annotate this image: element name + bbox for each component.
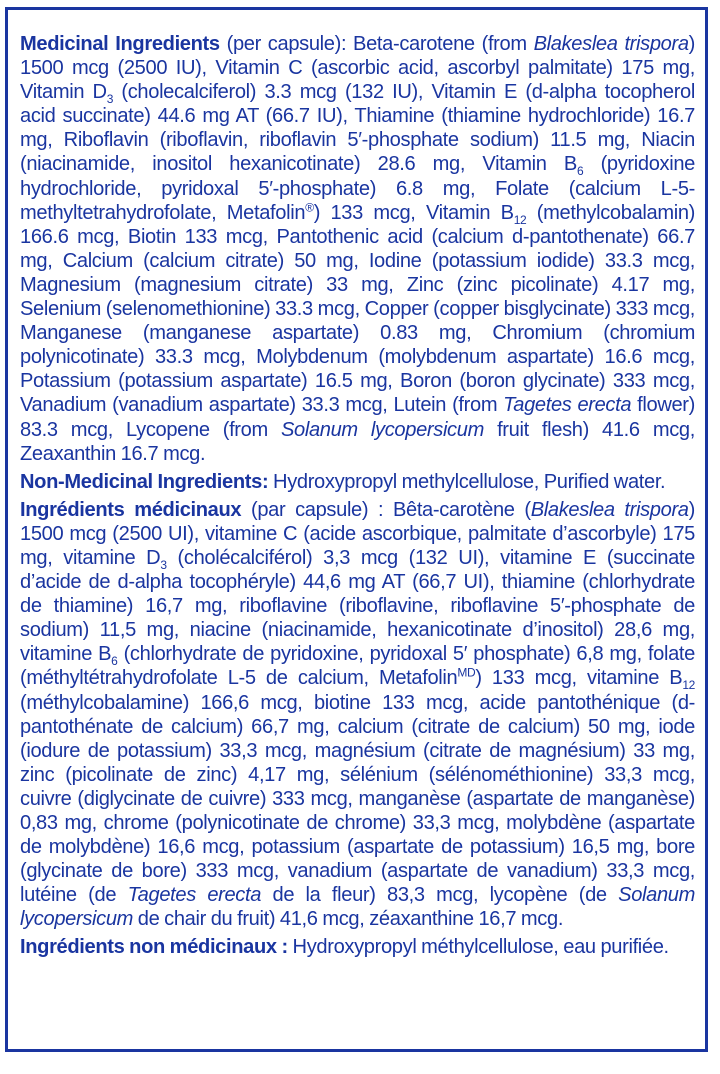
trademark-mark: MD	[457, 665, 476, 680]
text-run: ) 133 mcg, Vitamin B	[313, 201, 514, 224]
text-run: (méthylcobalamine) 166,6 mcg, biotine 133 mcg, acide pantothénique (d-pantothénate de calcium) 66,7 mg, calcium (citrate de calcium) 50 mg, iode (iodure de potassium) 33,3 mcg, magnésium (citrate de magnésium) 33 mg, zinc (picolinate de zinc) 4,17 mg, sélénium (sélénométhionine) 33,3 mcg, cuivre (diglycinate de cuivre) 333 mcg, manganèse (aspartate de manganèse) 0,83 mg, chrome (polynicotinate de chrome) 33,3 mcg, molybdène (aspartate de molybdène) 16,6 mcg, potassium (aspartate de potassium) 16,5 mg, bore (glycinate de bore) 333 mcg, vanadium (aspartate de vanadium) 33,3 mcg, lutéine (de	[20, 691, 695, 907]
ingredients-label-panel	[5, 7, 708, 1052]
non-medicinal-ingredients-en	[20, 470, 695, 494]
species-name: Solanum lycopersicum	[280, 418, 484, 441]
text-run: (cholecalciferol) 3.3 mcg (132 IU), Vitamin E (d-alpha tocopherol acid succinate) 44.6 mg AT (66.7 IU), Thiamine (thiamine hydrochloride) 16.7 mg, Riboflavin (riboflavin, riboflavin 5′-phosphate sodium) 11.5 mg, Niacin (niacinamide, inositol hexanicotinate) 28.6 mg, Vitamin B	[20, 81, 695, 176]
text-run: fruit flesh) 41.6 mcg, Zeaxanthin 16.7 mcg.	[20, 418, 695, 465]
non-medicinal-ingredients-fr	[20, 935, 695, 959]
subscript: 12	[513, 212, 527, 227]
text-run: de la fleur) 83,3 mcg, lycopène (de	[261, 884, 619, 907]
medicinal-ingredients-fr	[20, 498, 695, 932]
text-run: (chlorhydrate de pyridoxine, pyridoxal 5′ phosphate) 6,8 mg, folate (méthyltétrahydrofolate L-5 de calcium, Metafolin	[20, 643, 695, 690]
medicinal-ingredients-en	[20, 32, 695, 466]
text-run: (pyridoxine hydrochloride, pyridoxal 5′-phosphate) 6.8 mg, Folate (calcium L-5-methyltetrahydrofolate, Metafolin	[20, 153, 695, 224]
medicinal-ingredients-fr-heading: Ingrédients médicinaux	[20, 498, 242, 521]
non-medicinal-ingredients-fr-heading: Ingrédients non médicinaux :	[20, 936, 288, 959]
species-name: Solanum lycopersicum	[20, 884, 696, 931]
non-medicinal-ingredients-en-heading: Non-Medicinal Ingredients:	[20, 470, 269, 493]
species-name: Blakeslea trispora	[530, 498, 689, 521]
subscript: 6	[111, 654, 118, 669]
subscript: 6	[576, 164, 584, 179]
text-run: ) 133 mcg, vitamine B	[475, 667, 683, 690]
text-run: (par capsule) : Bêta-carotène (	[241, 498, 531, 521]
trademark-mark: ®	[305, 199, 314, 214]
text-run: Hydroxypropyl méthylcellulose, eau purifiée.	[287, 936, 669, 959]
text-run: ) 1500 mcg (2500 IU), Vitamin C (ascorbic acid, ascorbyl palmitate) 175 mg, Vitamin D	[20, 33, 695, 104]
cropped-warning-text	[10, 1062, 700, 1074]
text-run: ) 1500 mcg (2500 UI), vitamine C (acide ascorbique, palmitate d’ascorbyle) 175 mg, vitamine D	[20, 498, 695, 569]
species-name: Blakeslea trispora	[533, 33, 689, 55]
text-run: flower) 83.3 mcg, Lycopene (from	[20, 394, 695, 441]
medicinal-ingredients-en-heading: Medicinal Ingredients	[20, 33, 220, 55]
species-name: Tagetes erecta	[503, 394, 632, 417]
subscript: 3	[106, 92, 114, 107]
text-run: de chair du fruit) 41,6 mcg, zéaxanthine 16,7 mcg.	[133, 908, 564, 931]
text-run: (methylcobalamin) 166.6 mcg, Biotin 133 mcg, Pantothenic acid (calcium d-pantothenate) 66.7 mg, Calcium (calcium citrate) 50 mg, Iodine (potassium iodide) 33.3 mcg, Magnesium (magnesium citrate) 33 mg, Zinc (zinc picolinate) 4.17 mg, Selenium (selenomethionine) 33.3 mcg, Copper (copper bisglycinate) 333 mcg, Manganese (manganese aspartate) 0.83 mg, Chromium (chromium polynicotinate) 33.3 mcg, Molybdenum (molybdenum aspartate) 16.6 mcg, Potassium (potassium aspartate) 16.5 mg, Boron (boron glycinate) 333 mcg, Vanadium (vanadium aspartate) 33.3 mcg, Lutein (from	[20, 201, 695, 417]
text-run: (per capsule): Beta-carotene (from	[219, 33, 534, 55]
text-run: Hydroxypropyl methylcellulose, Purified water.	[268, 470, 666, 493]
subscript: 12	[682, 678, 695, 693]
text-run: (cholécalciférol) 3,3 mcg (132 UI), vitamine E (succinate d’acide de d-alpha tocophéryle) 44,6 mg AT (66,7 UI), thiamine (chlorhydrate de thiamine) 16,7 mg, riboflavine (riboflavine, riboflavine 5′-phosphate de sodium) 11,5 mg, niacine (niacinamide, hexanicotinate d’inositol) 28,6 mg, vitamine B	[20, 546, 695, 666]
species-name: Tagetes erecta	[127, 884, 262, 907]
subscript: 3	[160, 557, 167, 572]
